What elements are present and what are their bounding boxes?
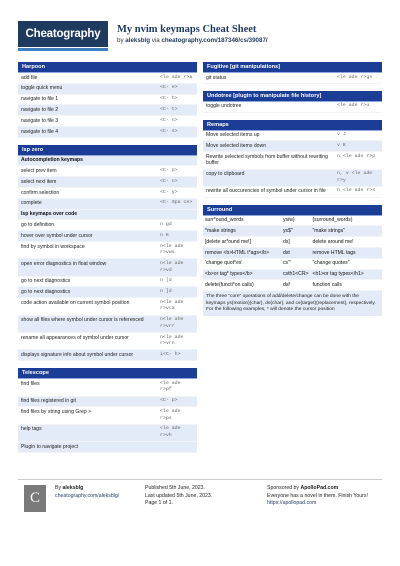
keymap-row (18, 73, 197, 83)
keymap-binding: n<le ade r>vd (157, 259, 197, 276)
telescope-section (18, 368, 197, 453)
keymap-binding: <le ade r>pf (157, 379, 197, 396)
keymap-description: Move selected items up (203, 131, 334, 141)
sheet-url-link[interactable]: cheatography.com/187346/cs/39087/ (161, 37, 268, 44)
surround-after: "change quotes" (310, 258, 382, 269)
keymap-description: find files registered in git (18, 396, 157, 407)
footer-author-url[interactable]: cheatography.com/aleksblg/ (55, 492, 120, 499)
keymap-binding: n ]d (157, 287, 197, 298)
logo-stripe (18, 48, 108, 51)
keymap-binding: n<le ade r>vrn (157, 333, 197, 350)
subheader-row (18, 156, 197, 166)
surround-row (203, 280, 382, 291)
keymap-row (203, 141, 382, 152)
subheader: lsp keymaps over code (18, 209, 197, 220)
page-count: Page 1 of 1. (145, 500, 173, 506)
author-link[interactable]: aleksblg (125, 37, 151, 44)
keymap-row (18, 231, 197, 242)
sponsor-name[interactable]: ApolloPad.com (300, 485, 339, 491)
keymap-description: Rewrite selected symbols from buffer without rewriting buffer (203, 152, 334, 169)
keymap-binding: <C- Spa ce> (157, 198, 197, 209)
keymap-binding: <C- n> (157, 116, 197, 127)
byline (117, 37, 268, 44)
surround-before: remove <b>HTML t*ags</b> (203, 248, 281, 259)
fugitive-section (203, 62, 382, 84)
surround-row (203, 216, 382, 226)
keymap-description: add file (18, 73, 157, 83)
keymap-row (18, 276, 197, 287)
surround-command: ysiw) (281, 216, 310, 226)
keymap-binding: n<le ade r>vws (157, 241, 197, 258)
note-text: Plugin to navigate project (18, 442, 197, 453)
subheader: Autocompletion keymaps (18, 156, 197, 166)
sponsored-label: Sponsored by (267, 485, 300, 491)
surround-command: csth1<CR> (281, 269, 310, 280)
keymap-description: go to definition (18, 220, 157, 231)
keymap-row (18, 333, 197, 350)
surround-before: 'change quot*es' (203, 258, 281, 269)
surround-before: delete(functi*on calls) (203, 280, 281, 291)
lsp-table (18, 156, 197, 361)
keymap-binding: n [d (157, 276, 197, 287)
keymap-binding: <C- y> (157, 188, 197, 199)
surround-before: <b>or tag* types</b> (203, 269, 281, 280)
keymap-row (18, 116, 197, 127)
author-avatar[interactable]: C (24, 485, 46, 512)
section-header: Fugitive [git manipulations] (203, 62, 382, 73)
keymap-binding: <C- n> (157, 177, 197, 188)
subheader-row (18, 209, 197, 220)
keymap-binding: v K (334, 141, 382, 152)
keymap-row (203, 169, 382, 186)
keymap-binding: <C- t> (157, 105, 197, 116)
keymap-row (18, 220, 197, 231)
keymap-row (18, 396, 197, 407)
section-header: Telescope (18, 368, 197, 379)
surround-command: dsf (281, 280, 310, 291)
keymap-description: rewrite all ouccurencies of symbol under cursor in file (203, 186, 334, 197)
keymap-binding: n<le ahe r>vrr (157, 315, 197, 332)
keymap-description: Move selected items down (203, 141, 334, 152)
keymap-row (18, 259, 197, 276)
surround-before: surr*ound_words (203, 216, 281, 226)
keymap-binding: <le ade r>vh (157, 424, 197, 441)
keymap-row (18, 407, 197, 424)
keymap-row (18, 166, 197, 177)
keymap-binding: <le ade r>gs (334, 73, 382, 83)
keymap-description: find by symbol in workspace (18, 241, 157, 258)
surround-before: [delete ar*ound me!] (203, 237, 281, 248)
undotree-section (203, 91, 382, 113)
keymap-row (18, 287, 197, 298)
keymap-description: code action available on current symbol position (18, 298, 157, 315)
keymap-row (18, 424, 197, 441)
remaps-section (203, 120, 382, 198)
keymap-description: confirm selection (18, 188, 157, 199)
footer-author (55, 485, 119, 500)
keymap-binding: <le ade r>u (334, 102, 382, 112)
section-header: Undotree [plugin to manipulate file history] (203, 91, 382, 102)
keymap-description: help tags (18, 424, 157, 441)
keymap-row (203, 131, 382, 141)
keymap-row (18, 94, 197, 105)
footer-author-name[interactable]: aleksblg (62, 485, 84, 491)
right-column (203, 62, 382, 323)
keymap-description: toggle undotree (203, 102, 334, 112)
footer (18, 479, 382, 519)
sponsor-url[interactable]: https://apollopad.com (267, 500, 317, 506)
fugitive-table (203, 73, 382, 84)
by-label: By (55, 485, 62, 491)
surround-command: ds] (281, 237, 310, 248)
keymap-row (18, 177, 197, 188)
keymap-row (18, 298, 197, 315)
keymap-binding: n <le ade r>p (334, 152, 382, 169)
keymap-description: toggle quick menu (18, 83, 157, 94)
keymap-binding: <C- p> (157, 396, 197, 407)
footer-sponsor (267, 485, 379, 508)
surround-after: remove HTML tags (310, 248, 382, 259)
section-header: Harpoon (18, 62, 197, 73)
telescope-table (18, 379, 197, 453)
keymap-row (18, 198, 197, 209)
remaps-table (203, 131, 382, 198)
keymap-description: navigate to file 4 (18, 126, 157, 137)
surround-row (203, 237, 382, 248)
surround-after: delete around me! (310, 237, 382, 248)
keymap-description: select prev item (18, 166, 157, 177)
keymap-binding: <C- p> (157, 166, 197, 177)
surround-after: function calls (310, 280, 382, 291)
keymap-binding: n K (157, 231, 197, 242)
keymap-description: go to next diagnostics (18, 287, 157, 298)
keymap-row (18, 188, 197, 199)
surround-after: "make strings" (310, 226, 382, 237)
keymap-description: hover over symbol under cursor (18, 231, 157, 242)
keymap-row (18, 241, 197, 258)
surround-row (203, 226, 382, 237)
surround-row (203, 269, 382, 280)
surround-before: *make strings (203, 226, 281, 237)
surround-after: (surround_words) (310, 216, 382, 226)
keymap-description: find files by string using Grep > (18, 407, 157, 424)
keymap-binding: v J (334, 131, 382, 141)
keymap-binding: n, v <le ade r>y (334, 169, 382, 186)
harpoon-table (18, 73, 197, 138)
updated-date: Last updated 5th June, 2023. (145, 492, 213, 499)
surround-row (203, 258, 382, 269)
keymap-row (203, 73, 382, 83)
keymap-description: find files (18, 379, 157, 396)
keymap-row (18, 105, 197, 116)
page-title: My nvim keymaps Cheat Sheet (117, 24, 257, 35)
surround-command: dst (281, 248, 310, 259)
surround-command: ys$" (281, 226, 310, 237)
keymap-binding: n<le ade r>vca (157, 298, 197, 315)
keymap-binding: <le ade r>ps (157, 407, 197, 424)
by-label: by (117, 37, 124, 44)
keymap-binding: <C- e> (157, 83, 197, 94)
keymap-binding: <C- h> (157, 94, 197, 105)
footer-dates (145, 485, 212, 508)
keymap-description: navigate to file 2 (18, 105, 157, 116)
keymap-binding: n gd (157, 220, 197, 231)
sponsor-tagline: Everyone has a novel in them. Finish Yours! (267, 492, 368, 499)
keymap-description: displays signature info about symbol under cursor (18, 350, 157, 361)
surround-row (203, 248, 382, 259)
published-date: Published 5th June, 2023. (145, 485, 205, 491)
keymap-description: git status (203, 73, 334, 83)
keymap-description: rename all appearances of symbol under cursor (18, 333, 157, 350)
keymap-description: open error diagnostics in float window (18, 259, 157, 276)
keymap-row (203, 186, 382, 197)
harpoon-section (18, 62, 197, 138)
cheatography-logo[interactable]: Cheatography (18, 21, 108, 47)
keymap-binding: n <le ade r>s (334, 186, 382, 197)
keymap-row (18, 126, 197, 137)
keymap-binding: i<C- h> (157, 350, 197, 361)
section-header: lsp zero (18, 145, 197, 156)
keymap-description: copy to clipboard (203, 169, 334, 186)
left-column (18, 62, 197, 460)
keymap-row (203, 152, 382, 169)
undotree-table (203, 102, 382, 113)
keymap-description: select next item (18, 177, 157, 188)
surround-table (203, 216, 382, 291)
note-row (18, 442, 197, 453)
surround-command: cs'" (281, 258, 310, 269)
keymap-description: go to next diagnostics (18, 276, 157, 287)
surround-description: The three "core" operations of add/delete/change can be done with the keymaps ys{motion}{char}, ds{char}, and cs{target}{replacement}, respectively. For the following examples, * will denote the cursor position (203, 291, 382, 316)
keymap-description: complete (18, 198, 157, 209)
via-label: via (151, 37, 160, 44)
surround-section (203, 205, 382, 317)
keymap-row (18, 350, 197, 361)
keymap-description: navigate to file 1 (18, 94, 157, 105)
surround-after: <h1>or tag types</h1> (310, 269, 382, 280)
keymap-binding: <C- s> (157, 126, 197, 137)
lsp-zero-section (18, 145, 197, 361)
keymap-row (203, 102, 382, 112)
header (0, 0, 400, 56)
section-header: Remaps (203, 120, 382, 131)
keymap-row (18, 83, 197, 94)
section-header: Surround (203, 205, 382, 216)
keymap-row (18, 379, 197, 396)
keymap-description: navigate to file 3 (18, 116, 157, 127)
keymap-row (18, 315, 197, 332)
keymap-description: show all files where symbol under cursor is referenced (18, 315, 157, 332)
keymap-binding: <le ade r>a (157, 73, 197, 83)
